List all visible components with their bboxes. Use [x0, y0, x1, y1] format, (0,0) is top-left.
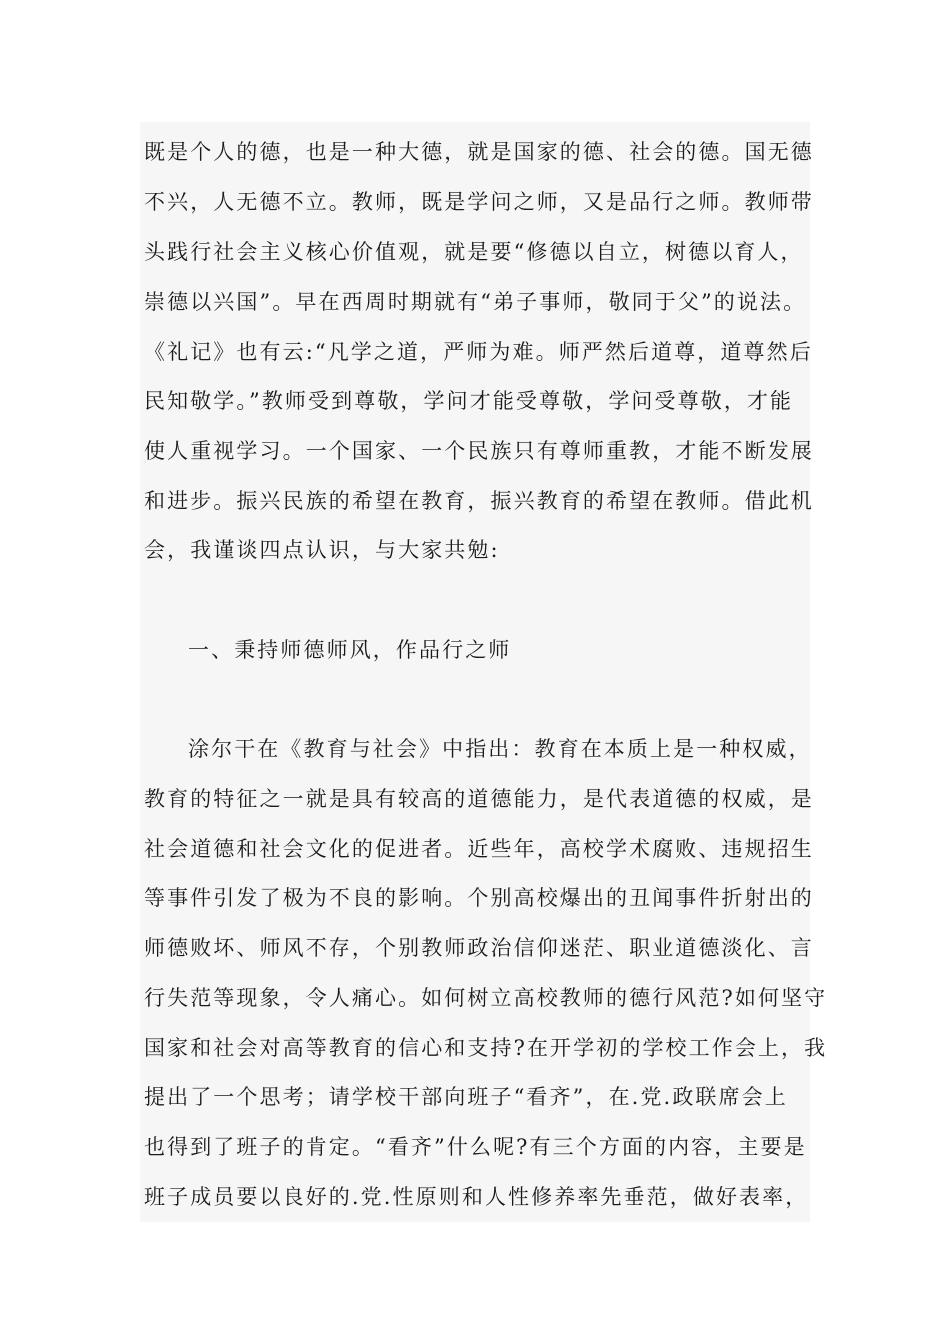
text-line: 和进步。振兴民族的希望在教育，振兴教育的希望在教师。借此机: [144, 489, 814, 513]
text-line: 国家和社会对高等教育的信心和支持?在开学初的学校工作会上，我: [144, 1036, 828, 1060]
text-line: 提出了一个思考；请学校干部向班子“看齐”，在.党.政联席会上: [144, 1085, 788, 1109]
text-line: 使人重视学习。一个国家、一个民族只有尊师重教，才能不断发展: [144, 439, 814, 463]
section-heading: 一、秉持师德师风，作品行之师: [188, 638, 512, 662]
text-line: 等事件引发了极为不良的影响。个别高校爆出的丑闻事件折射出的: [144, 886, 814, 910]
text-line: 崇德以兴国”。早在西周时期就有“弟子事师，敬同于父”的说法。: [144, 290, 807, 314]
text-line: 教育的特征之一就是具有较高的道德能力，是代表道德的权威，是: [144, 787, 814, 811]
text-line: 班子成员要以良好的.党.性原则和人性修养率先垂范，做好表率，: [144, 1185, 809, 1209]
text-line: 会，我谨谈四点认识，与大家共勉:: [144, 538, 500, 562]
text-line: 师德败坏、师风不存，个别教师政治信仰迷茫、职业道德淡化、言: [144, 936, 814, 960]
text-line: 《礼记》也有云:“凡学之道，严师为难。师严然后道尊，道尊然后: [144, 340, 813, 364]
text-line: 头践行社会主义核心价值观，就是要“修德以自立，树德以育人，: [144, 240, 804, 264]
text-line: 也得到了班子的肯定。“看齐”什么呢?有三个方面的内容，主要是: [144, 1135, 807, 1159]
text-line: 行失范等现象，令人痛心。如何树立高校教师的德行风范?如何坚守: [144, 986, 828, 1010]
text-line: 既是个人的德，也是一种大德，就是国家的德、社会的德。国无德: [144, 140, 814, 164]
text-line: 社会道德和社会文化的促进者。近些年，高校学术腐败、违规招生: [144, 837, 814, 861]
text-line: 民知敬学。”教师受到尊敬，学问才能受尊敬，学问受尊敬，才能: [144, 389, 794, 413]
text-line: 不兴，人无德不立。教师，既是学问之师，又是品行之师。教师带: [144, 190, 814, 214]
text-line: 涂尔干在《教育与社会》中指出：教育在本质上是一种权威，: [188, 737, 812, 761]
